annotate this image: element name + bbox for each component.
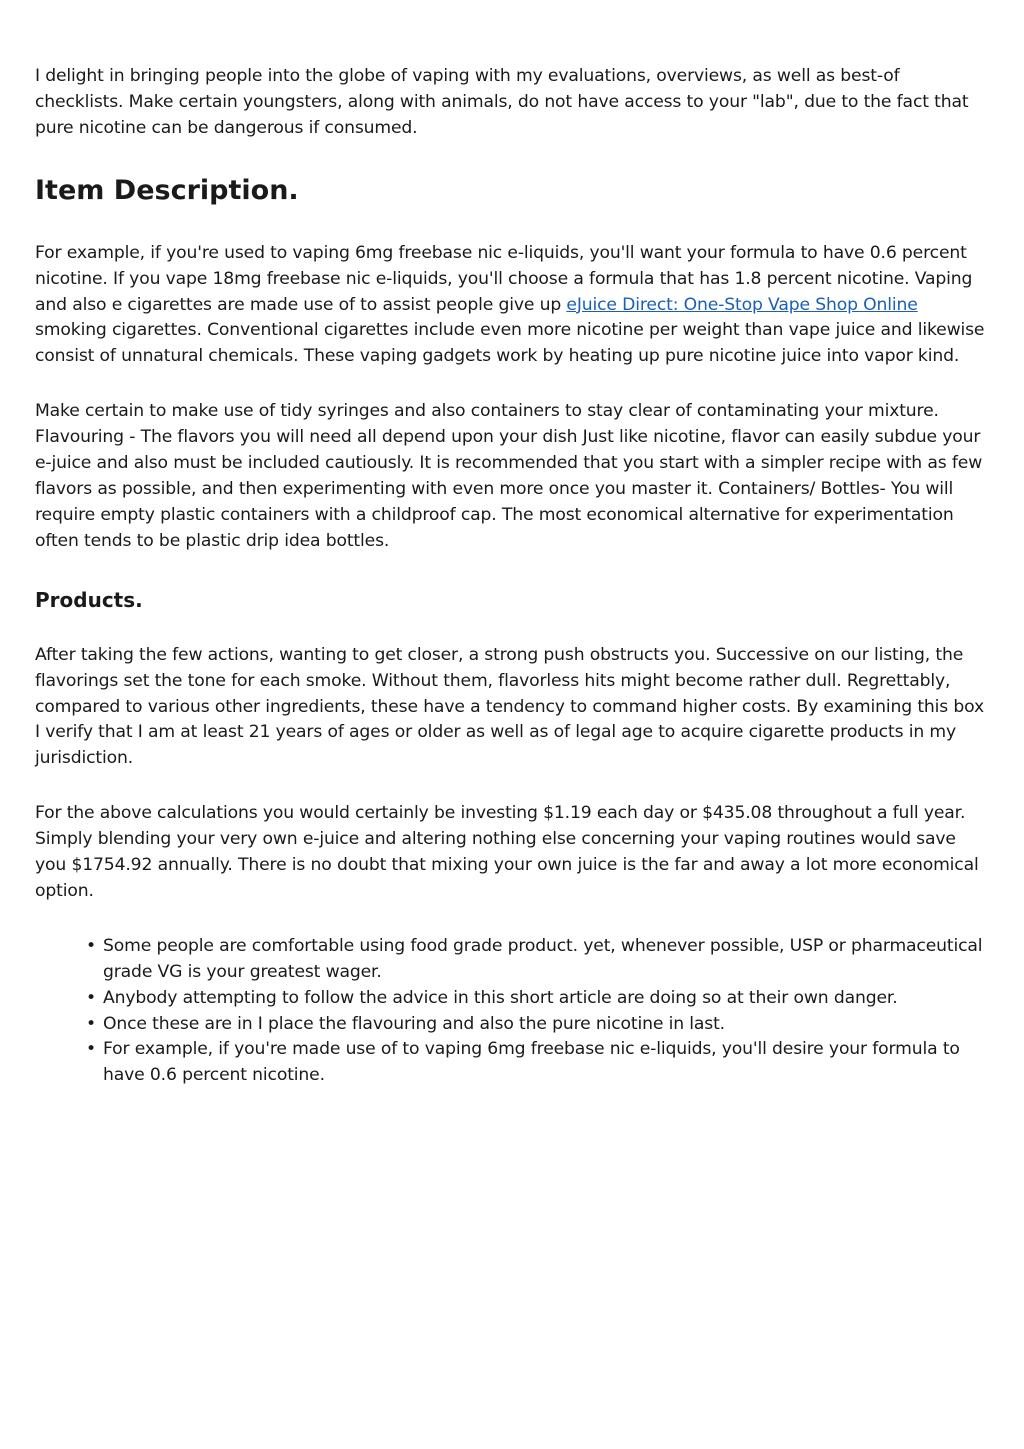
paragraph-text: smoking cigarettes. Conventional cigarettes include even more nicotine per weight than vape juice and likewise consist of unnatural chemicals. These vaping gadgets work by heating up pure nicotine juice into vapor kind. [35, 320, 985, 367]
bullet-list [35, 934, 990, 1089]
body-paragraph: Make certain to make use of tidy syringes and also containers to stay clear of contaminating your mixture. Flavouring - The flavors you will need all depend upon your dish Just like nicotine, flavor can easily subdue your e-juice and also must be included cautiously. It is recommended that you start with a simpler recipe with as few flavors as possible, and then experimenting with even more once you master it. Containers/ Bottles- You will require empty plastic containers with a childproof cap. The most economical alternative for experimentation often tends to be plastic drip idea bottles. [35, 401, 983, 551]
list-item-text: Once these are in I place the flavouring and also the pure nicotine in last. [103, 1013, 725, 1034]
body-paragraph [35, 241, 990, 371]
intro-paragraph: I delight in bringing people into the globe of vaping with my evaluations, overviews, as well as best-of checklists. Make certain youngsters, along with animals, do not have access to your "lab", due to the fact that pure nicotine can be dangerous if consumed. [35, 66, 969, 138]
bullet-icon: • [86, 1013, 96, 1034]
paragraph-spacer [35, 772, 990, 801]
section-heading-item-description: Item Description. [35, 174, 299, 206]
bullet-icon: • [86, 1039, 96, 1060]
section-heading-products: Products. [35, 587, 143, 612]
paragraph-spacer [35, 370, 990, 399]
paragraph-text: For example, if you're used to vaping 6mg freebase nic e-liquids, you'll want your formula to have 0.6 percent nicotine. If you vape 18mg freebase nic e-liquids, you'll choose a formula that has 1.8 percent nicotine. Vaping and also e cigarettes are made use of to assist people give up [35, 242, 973, 315]
list-item-text: Some people are comfortable using food grade product. yet, whenever possible, USP or pharmaceutical grade VG is your greatest wager. [103, 935, 983, 982]
list-item [86, 1012, 990, 1038]
body-paragraph: After taking the few actions, wanting to get closer, a strong push obstructs you. Successive on our listing, the flavorings set the tone for each smoke. Without them, flavorless hits might become rather dull. Regrettably, compared to various other ingredients, these have a tendency to command higher costs. By examining this box I verify that I am at least 21 years of ages or older as well as of legal age to acquire cigarette products in my jurisdiction. [35, 644, 985, 769]
bullet-icon: • [86, 935, 96, 956]
bullet-icon: • [86, 987, 96, 1008]
list-item [86, 934, 990, 986]
list-item-text: Anybody attempting to follow the advice in this short article are doing so at their own danger. [103, 987, 898, 1008]
ejuice-direct-link[interactable]: eJuice Direct: One-Stop Vape Shop Online [566, 294, 918, 315]
list-item [86, 986, 990, 1012]
body-paragraph: For the above calculations you would certainly be investing $1.19 each day or $435.08 throughout a full year. Simply blending your very own e-juice and altering nothing else concerning your vaping routines would save you $1754.92 annually. There is no doubt that mixing your own juice is the far and away a lot more economical option. [35, 803, 979, 901]
list-item [86, 1037, 990, 1089]
list-item-text: For example, if you're made use of to vaping 6mg freebase nic e-liquids, you'll desire your formula to have 0.6 percent nicotine. [103, 1039, 960, 1086]
